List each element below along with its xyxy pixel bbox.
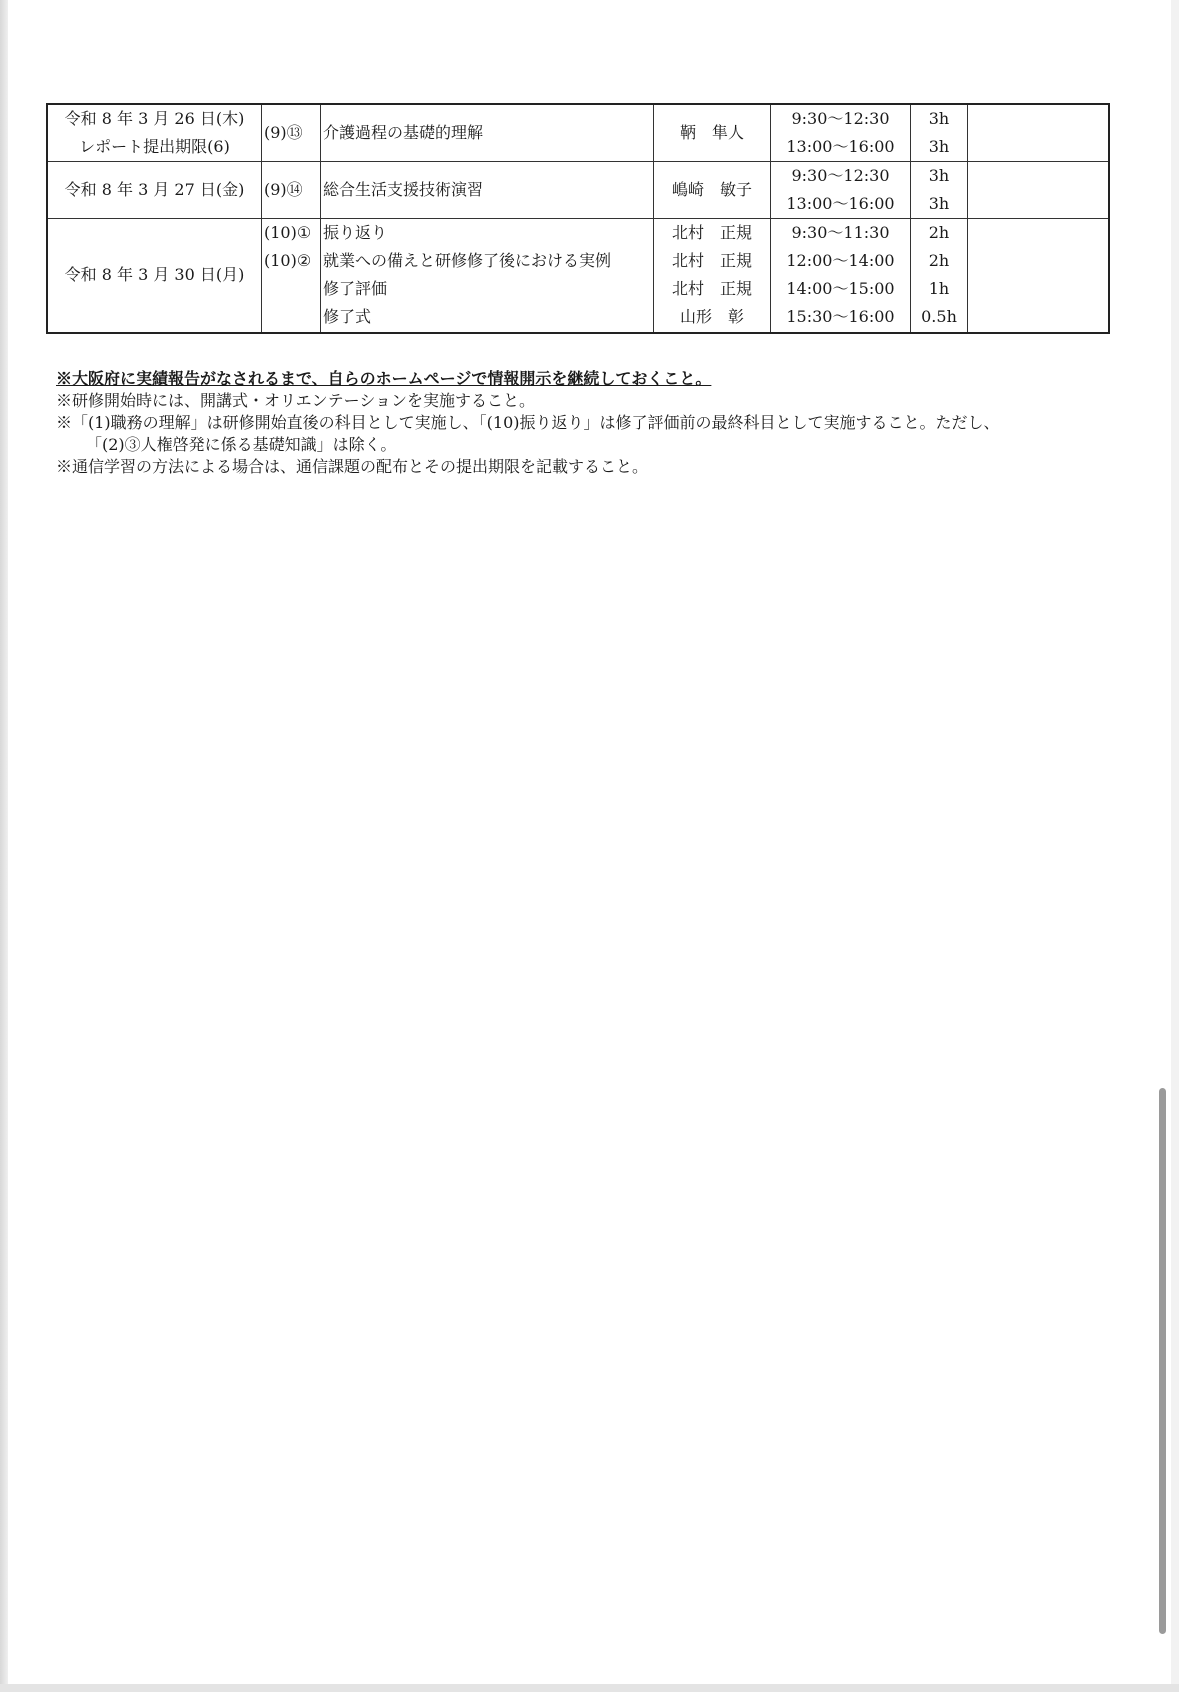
hours-cell: [911, 162, 968, 219]
hours-cell: [911, 219, 968, 333]
hours-line: 2h: [928, 251, 950, 271]
note-order: ※「(1)職務の理解」は研修開始直後の科目として実施し、「(10)振り返り」は修了評価前の最終科目として実施すること。ただし、: [56, 413, 1000, 432]
code-line: [264, 275, 320, 303]
note-exception: 「(2)③人権啓発に係る基礎知識」は除く。: [86, 435, 397, 454]
time-line: 15:30〜16:00: [786, 307, 895, 327]
instructor-line: 北村 正規: [671, 223, 752, 243]
time-line: 9:30〜12:30: [791, 109, 890, 128]
subject-line: 修了式: [323, 307, 372, 327]
code-cell: [262, 219, 321, 333]
instructor-cell: [654, 162, 771, 219]
schedule-body: [47, 104, 1109, 333]
note-orientation: ※研修開始時には、開講式・オリエンテーションを実施すること。: [56, 391, 536, 410]
code-line: (10)②: [264, 251, 312, 271]
instructor-cell: [654, 219, 771, 333]
date-line: 令和 8 年 3 月 26 日(木): [64, 109, 245, 128]
subject-line: 介護過程の基礎的理解: [323, 123, 484, 142]
instructor-line: 山形 彰: [679, 307, 744, 327]
hours-line: 3h: [928, 109, 950, 128]
hours-line: 1h: [928, 279, 950, 299]
time-line: 13:00〜16:00: [786, 194, 895, 213]
code-line: (9)⑭: [264, 180, 303, 199]
subject-line: 振り返り: [323, 223, 388, 243]
time-line: 12:00〜14:00: [786, 251, 895, 271]
date-cell: [47, 162, 262, 219]
hours-line: 0.5h: [921, 307, 957, 327]
instructor-cell: [654, 104, 771, 162]
hours-line: 3h: [928, 137, 950, 156]
time-line: 9:30〜11:30: [791, 223, 890, 243]
code-line: (10)①: [264, 223, 312, 243]
schedule-table: [46, 103, 1110, 334]
notes: [56, 368, 1156, 478]
schedule-row: [47, 219, 1109, 333]
viewer-bottom-edge: [0, 1684, 1179, 1692]
subject-cell: [321, 219, 654, 333]
subject-line: 修了評価: [323, 279, 388, 299]
note-disclosure: ※大阪府に実績報告がなされるまで、自らのホームページで情報開示を継続しておくこと。: [56, 369, 712, 388]
remarks-cell: [968, 219, 1110, 333]
schedule-row: [47, 162, 1109, 219]
date-line: 令和 8 年 3 月 30 日(月): [64, 265, 245, 285]
instructor-line: 北村 正規: [671, 279, 752, 299]
schedule-row: [47, 104, 1109, 162]
vertical-scrollbar[interactable]: [1159, 1088, 1166, 1634]
viewer-left-edge: [0, 0, 8, 1692]
instructor-line: 北村 正規: [671, 251, 752, 271]
code-line: (9)⑬: [264, 123, 303, 142]
remarks-cell: [968, 162, 1110, 219]
subject-line: 総合生活支援技術演習: [323, 180, 484, 199]
subject-cell: [321, 104, 654, 162]
note-correspondence: ※通信学習の方法による場合は、通信課題の配布とその提出期限を記載すること。: [56, 457, 649, 476]
time-line: 9:30〜12:30: [791, 166, 890, 185]
date-cell: [47, 219, 262, 333]
hours-cell: [911, 104, 968, 162]
date-cell: [47, 104, 262, 162]
remarks-cell: [968, 104, 1110, 162]
code-line: [264, 303, 320, 331]
instructor-line: 嶋崎 敏子: [671, 180, 752, 199]
time-line: 14:00〜15:00: [786, 279, 895, 299]
time-cell: [771, 162, 911, 219]
subject-cell: [321, 162, 654, 219]
date-line: 令和 8 年 3 月 27 日(金): [64, 180, 245, 199]
instructor-line: 鞆 隼人: [679, 123, 744, 142]
time-line: 13:00〜16:00: [786, 137, 895, 156]
time-cell: [771, 219, 911, 333]
date-line: レポート提出期限(6): [79, 137, 230, 156]
code-cell: [262, 104, 321, 162]
hours-line: 2h: [928, 223, 950, 243]
subject-line: 就業への備えと研修修了後における実例: [323, 251, 612, 271]
hours-line: 3h: [928, 166, 950, 185]
time-cell: [771, 104, 911, 162]
hours-line: 3h: [928, 194, 950, 213]
code-cell: [262, 162, 321, 219]
